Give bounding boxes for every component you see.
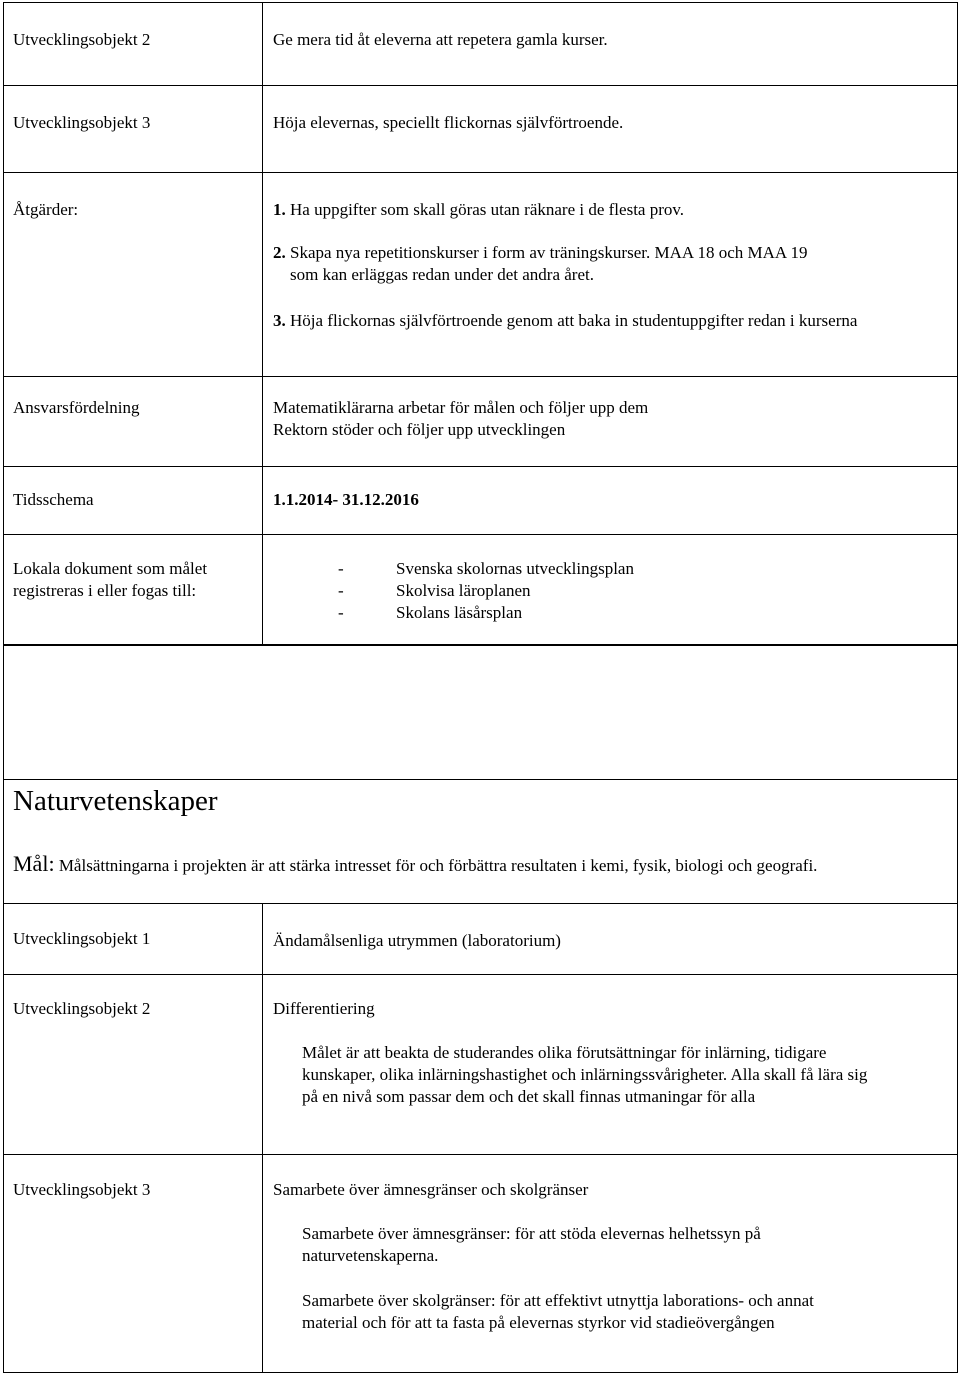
row-value: Ändamålsenliga utrymmen (laboratorium) — [263, 904, 958, 975]
item-text: Skapa nya repetitionskurser i form av träningskurser. MAA 18 och MAA 19 som kan erläggas redan under det andra året. — [290, 243, 808, 284]
table-row — [4, 3, 958, 86]
row-paragraph: Målet är att beakta de studerandes olika förutsättningar för inlärning, tidigare kunskaper, olika inlärningshastighet och inlärningssvårigheter. Alla skall få lära sig på en nivå som passar dem och det skall finnas utmaningar för alla — [302, 1043, 868, 1106]
goal-text: Målsättningarna i projekten är att stärka intresset för och förbättra resultaten i kemi, fysik, biologi och geografi. — [58, 856, 818, 875]
row-value: Höja elevernas, speciellt flickornas självförtroende. — [263, 86, 958, 173]
row-value: Ge mera tid åt eleverna att repetera gamla kurser. — [263, 3, 958, 86]
goal-label: Mål: — [13, 851, 55, 876]
item-text: Höja flickornas självförtroende genom att baka in studentuppgifter redan i kurserna — [290, 311, 858, 330]
list-item — [338, 558, 947, 580]
row-label: Utvecklingsobjekt 3 — [4, 86, 263, 173]
list-item — [273, 242, 830, 286]
row-paragraph: Samarbete över ämnesgränser: för att stöda elevernas helhetssyn på naturvetenskaperna. — [302, 1224, 761, 1265]
actions-cell — [263, 173, 958, 377]
table-row — [4, 86, 958, 173]
documents-list — [273, 558, 947, 624]
item-number: 3. — [273, 311, 286, 330]
row-heading: Samarbete över ämnesgränser och skolgränser — [273, 1180, 589, 1199]
dash-marker: - — [338, 581, 344, 600]
section-divider — [4, 779, 957, 780]
dash-marker: - — [338, 559, 344, 578]
row-label: Utvecklingsobjekt 2 — [4, 3, 263, 86]
development-table-bottom — [3, 903, 958, 1373]
row-label: Utvecklingsobjekt 3 — [4, 1155, 263, 1373]
list-item — [273, 310, 880, 332]
development-table-top — [3, 2, 958, 645]
row-label: Åtgärder: — [4, 173, 263, 377]
row-heading: Differentiering — [273, 999, 375, 1018]
item-text: Skolvisa läroplanen — [396, 581, 531, 600]
row-label: Ansvarsfördelning — [4, 377, 263, 467]
dash-marker: - — [338, 603, 344, 622]
table-row — [4, 467, 958, 535]
table-row — [4, 904, 958, 975]
responsibility-cell — [263, 377, 958, 467]
item-number: 1. — [273, 200, 286, 219]
responsibility-line: Matematiklärarna arbetar för målen och följer upp dem — [273, 398, 649, 417]
row-label: Utvecklingsobjekt 2 — [4, 975, 263, 1155]
table-row — [4, 377, 958, 467]
differentiation-cell — [263, 975, 958, 1155]
responsibility-line: Rektorn stöder och följer upp utvecklingen — [273, 420, 566, 439]
documents-cell — [263, 535, 958, 645]
item-text: Ha uppgifter som skall göras utan räknare i de flesta prov. — [290, 200, 685, 219]
row-label: Utvecklingsobjekt 1 — [4, 904, 263, 975]
row-label: Tidsschema — [4, 467, 263, 535]
row-paragraph: Samarbete över skolgränser: för att effektivt utnyttja laborations- och annat material och för att ta fasta på elevernas styrkor vid stadieövergången — [302, 1291, 814, 1332]
table-row — [4, 173, 958, 377]
table-row — [4, 1155, 958, 1373]
table-row — [4, 535, 958, 645]
actions-list — [273, 199, 947, 332]
list-item — [338, 602, 947, 624]
item-text: Svenska skolornas utvecklingsplan — [396, 559, 634, 578]
row-label: Lokala dokument som målet registreras i eller fogas till: — [4, 535, 263, 645]
list-item — [273, 199, 947, 221]
item-text: Skolans läsårsplan — [396, 603, 523, 622]
item-number: 2. — [273, 243, 286, 262]
list-item — [338, 580, 947, 602]
section-goal — [13, 853, 817, 877]
section-title: Naturvetenskaper — [13, 785, 218, 817]
section-box — [3, 645, 958, 903]
cooperation-cell — [263, 1155, 958, 1373]
table-row — [4, 975, 958, 1155]
schedule-value: 1.1.2014- 31.12.2016 — [263, 467, 958, 535]
